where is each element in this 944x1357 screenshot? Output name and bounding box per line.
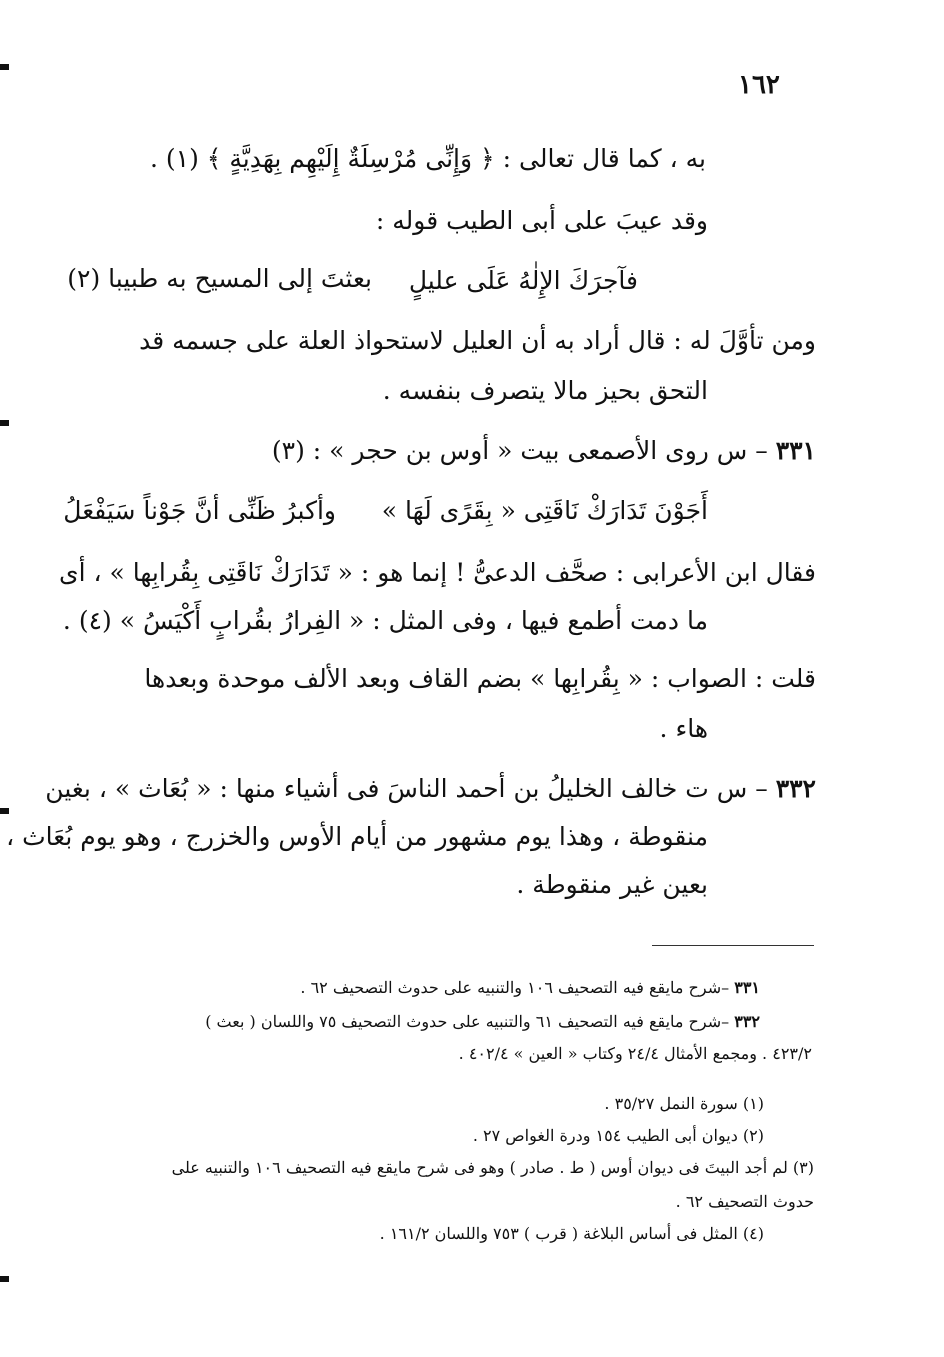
body-line-14: بعين غير منقوطة . [516,870,708,899]
scan-edge-mark [0,808,9,814]
reference-332 [205,1014,760,1030]
body-line-1: به ، كما قال تعالى : ﴿ وَإِنِّى مُرْسِلَةٌ إِلَيْهِم بِهَدِيَّةٍ ﴾ (١) . [149,144,706,173]
verse-2-first-hemistich: أَجَوْنَ تَدَارَكْ نَاقَتِى « بِقَرًى لَهَا » [381,496,708,525]
verse-1-second-hemistich: بعثتَ إلى المسيح به طبيبا (٢) [67,264,372,293]
reference-332-text: –شرح مايقع فيه التصحيف ٦١ والتنبيه على حدوث التصحيف ٧٥ واللسان ( بعث ) [205,1012,730,1031]
entry-331-number: ٣٣١ [775,436,816,465]
footnote-separator [652,945,814,946]
verse-1-first-hemistich: فآجرَكَ الإِلٰهُ عَلَى عليلٍ [408,266,638,295]
body-line-13: منقوطة ، وهذا يوم مشهور من أيام الأوس والخزرج ، وهو يوم بُعَاث ، [6,822,708,851]
body-line-9: ما دمت أطمع فيها ، وفى المثل : « الفِرارُ بقُرابٍ أَكْيَسُ » (٤) . [62,606,708,635]
body-line-5: التحق بحيز مالا يتصرف بنفسه . [382,376,708,405]
footnote-4: (٤) المثل فى أساس البلاغة ( قرب ) ٧٥٣ واللسان ١٦١/٢ . [379,1224,764,1243]
body-line-4: ومن تأوَّلَ له : قال أراد به أن العليل لاستحواذ العلة على جسمه قد [139,326,816,355]
scan-edge-mark [0,64,9,70]
entry-332-heading [45,776,816,801]
scan-edge-mark [0,420,9,426]
reference-331-number: ٣٣١ [734,978,760,997]
entry-331-heading-text: – س روى الأصمعى بيت « أوس بن حجر » : (٣) [271,436,768,465]
page-number: ١٦٢ [738,70,780,100]
entry-331-heading [272,438,816,463]
reference-331 [300,980,760,996]
footnote-1: (١) سورة النمل ٣٥/٢٧ . [604,1094,764,1113]
body-line-8: فقال ابن الأعرابى : صحَّف الدعىُّ ! إنما هو : « تَدَارَكْ نَاقَتِى بِقُرابِها » ، أى [59,558,816,587]
body-line-11: هاء . [659,714,708,743]
reference-331-text: –شرح مايقع فيه التصحيف ١٠٦ والتنبيه على حدوث التصحيف ٦٢ . [300,978,730,997]
footnote-3-continued: حدوث التصحيف ٦٢ . [675,1192,814,1211]
entry-332-heading-text: – س ت خالف الخليلُ بن أحمد الناسَ فى أشياء منها : « بُعَاث » ، بغين [45,774,768,803]
body-line-2: وقد عيبَ على أبى الطيب قوله : [375,206,708,235]
reference-332-continued: ٤٢٣/٢ . ومجمع الأمثال ٢٤/٤ وكتاب « العين » ٤٠٢/٤ . [458,1044,812,1063]
reference-332-number: ٣٣٢ [734,1012,760,1031]
body-line-10: قلت : الصواب : « بِقُرابِها » بضم القاف وبعد الألف موحدة وبعدها [144,664,816,693]
scan-edge-mark [0,1276,9,1282]
footnote-3: (٣) لم أجد البيتَ فى ديوان أوس ( ط . صادر ) وهو فى شرح مايقع فيه التصحيف ١٠٦ والتنبيه على [171,1158,814,1177]
entry-332-number: ٣٣٢ [775,774,816,803]
footnote-2: (٢) ديوان أبى الطيب ١٥٤ ودرة الغواص ٢٧ . [472,1126,764,1145]
verse-2-second-hemistich: وأكبرُ ظَنِّى أنَّ جَوْناً سَيَفْعَلُ [63,496,336,525]
